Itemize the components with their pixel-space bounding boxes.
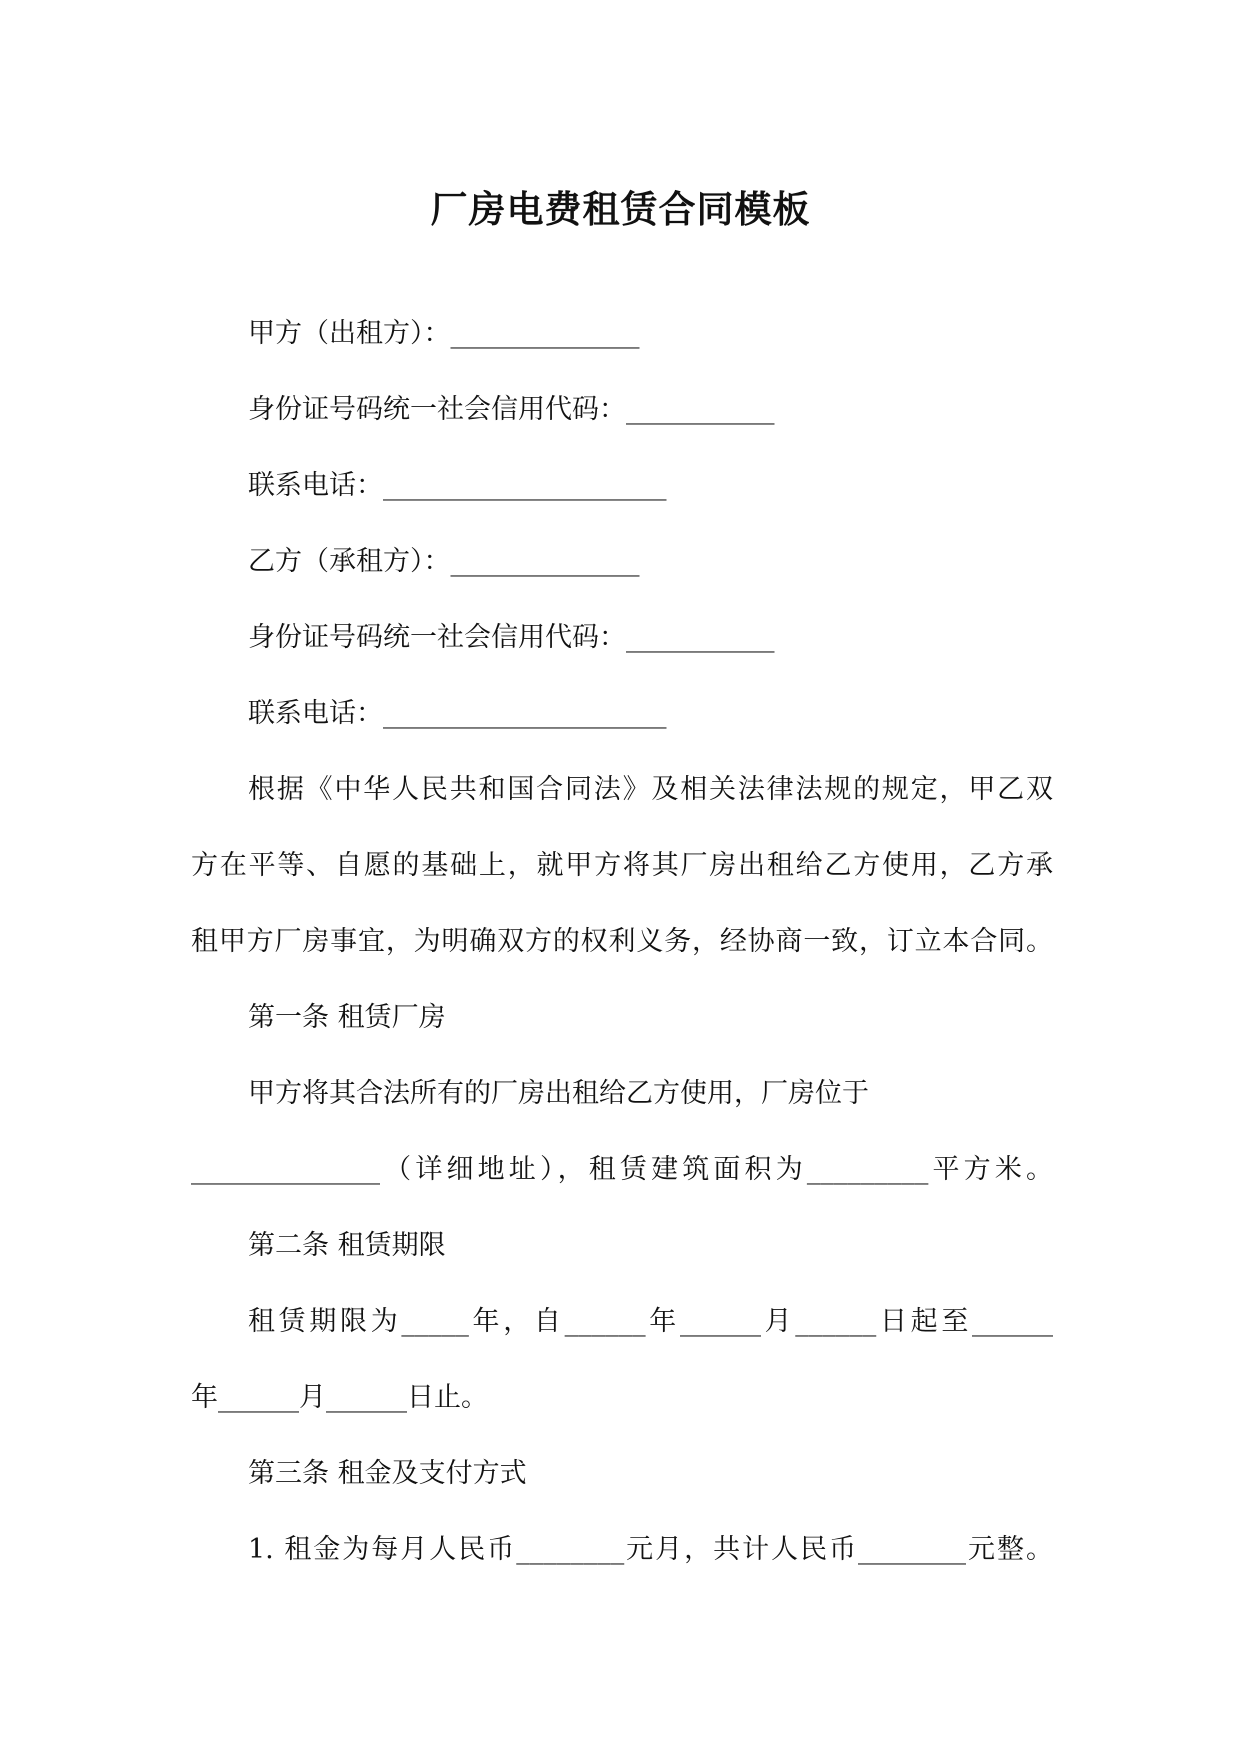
preamble-line-2: 方在平等、自愿的基础上，就甲方将其厂房出租给乙方使用，乙方承: [191, 850, 1053, 881]
party-b-phone-line: 联系电话：_____________________: [248, 698, 667, 729]
document-body: [191, 312, 1053, 1604]
article-2-line-2: 年______月______日止。: [191, 1382, 488, 1413]
article-3-item-1: 1. 租金为每月人民币________元月，共计人民币________元整。: [248, 1534, 1053, 1565]
party-b-id-line: 身份证号码统一社会信用代码：___________: [248, 622, 775, 653]
party-a-id-line: 身份证号码统一社会信用代码：___________: [248, 394, 775, 425]
article-2-heading: 第二条 租赁期限: [248, 1230, 446, 1261]
party-a-phone-line: 联系电话：_____________________: [248, 470, 667, 501]
article-3-heading: 第三条 租金及支付方式: [248, 1458, 527, 1489]
party-a-name-line: 甲方（出租方）：______________: [248, 318, 640, 349]
document-title: 厂房电费租赁合同模板: [430, 187, 811, 231]
article-1-line-1: 甲方将其合法所有的厂房出租给乙方使用，厂房位于: [248, 1078, 869, 1109]
party-b-name-line: 乙方（承租方）：______________: [248, 546, 640, 577]
preamble-line-3: 租甲方厂房事宜，为明确双方的权利义务，经协商一致，订立本合同。: [191, 926, 1053, 957]
article-2-line-1: 租赁期限为_____年，自______年______月______日起至______: [248, 1306, 1053, 1337]
article-1-heading: 第一条 租赁厂房: [248, 1002, 446, 1033]
preamble-line-1: 根据《中华人民共和国合同法》及相关法律法规的规定，甲乙双: [248, 774, 1053, 805]
article-1-line-2: ______________（详细地址），租赁建筑面积为_________平方米。: [191, 1154, 1053, 1185]
